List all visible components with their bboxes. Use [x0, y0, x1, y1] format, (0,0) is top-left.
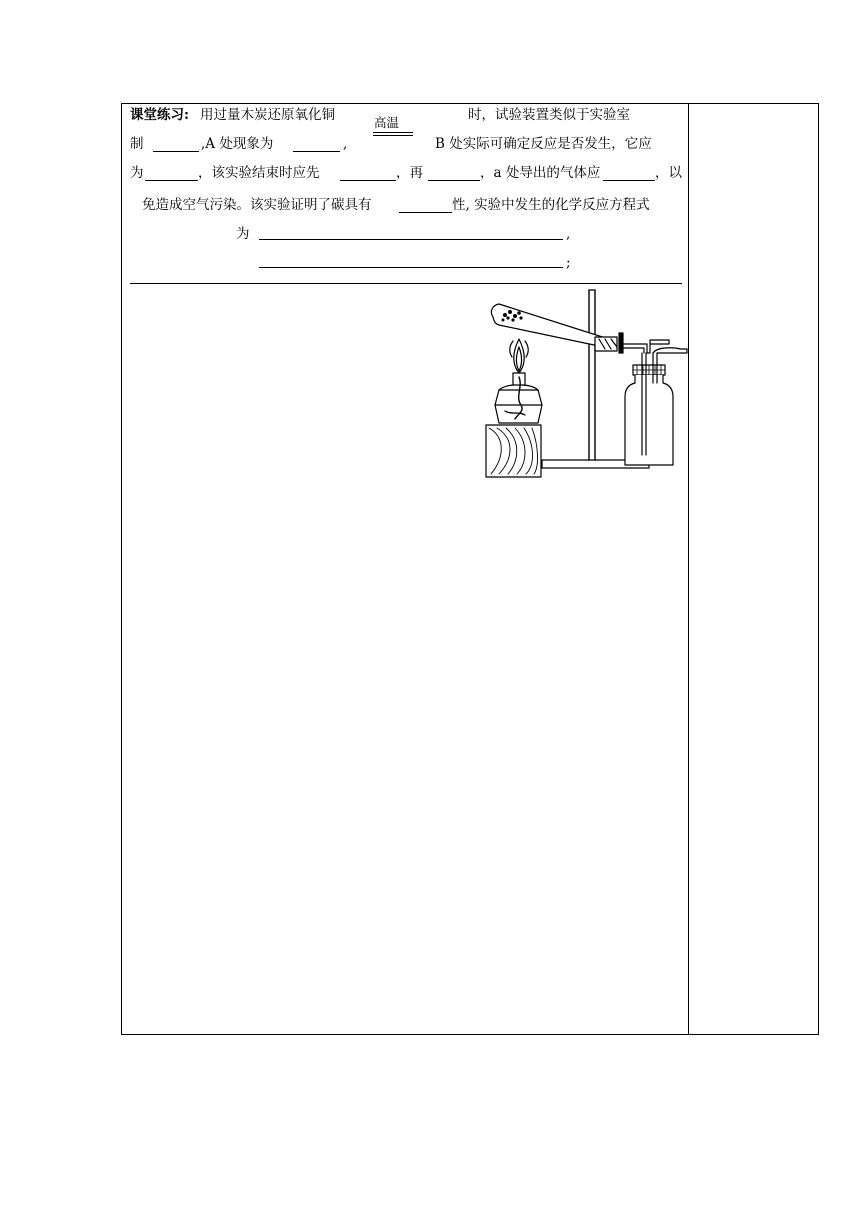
flame-lick-right: [525, 341, 528, 357]
exercise-text-line4a: 免造成空气污染。该实验证明了碳具有: [142, 197, 372, 213]
reaction-condition: 高温: [374, 115, 400, 130]
exercise-text-line3c: ，再: [396, 165, 423, 181]
exercise-text-line3b: ，该实验结束时应先: [198, 165, 320, 181]
condition-line-top: [373, 132, 413, 133]
exercise-text-line3e: ，以: [655, 165, 682, 181]
apparatus-illustration: [475, 287, 691, 579]
exercise-text-line3d: ，a 处导出的气体应: [480, 165, 601, 181]
answer-blank-3[interactable]: [145, 180, 198, 181]
delivery-tube-bottom: [621, 348, 644, 353]
exercise-text-line1b: 时，试验装置类似于实验室: [468, 107, 630, 123]
gas-washing-bottle: [625, 375, 673, 465]
exercise-label: 课堂练习:: [130, 107, 189, 123]
answer-blank-4[interactable]: [340, 180, 396, 181]
equation-blank-1[interactable]: [259, 239, 563, 240]
exercise-text-line2c: ,: [343, 136, 348, 152]
exercise-text-line2b: ,A 处现象为: [201, 136, 274, 152]
answer-blank-7[interactable]: [399, 212, 452, 213]
answer-blank-5[interactable]: [428, 180, 480, 181]
exercise-text-line2d: B 处实际可确定反应是否发生，它应: [435, 136, 652, 152]
exercise-text-line1a: 用过量木炭还原氧化铜: [200, 107, 335, 123]
lamp-flame: [514, 339, 525, 373]
worksheet-table: [121, 103, 819, 1035]
exercise-text-line5-end: ,: [566, 226, 571, 242]
flame-lick-left: [510, 341, 513, 357]
condition-line-bottom: [373, 135, 413, 136]
equation-blank-2[interactable]: [259, 267, 563, 268]
exercise-text-line2a: 制: [130, 136, 144, 152]
answer-blank-6[interactable]: [603, 180, 655, 181]
gas-outlet-a: [653, 348, 687, 353]
section-divider: [130, 283, 682, 284]
exercise-text-line6-end: ;: [566, 255, 571, 271]
gas-outlet-tube: [650, 340, 669, 344]
answer-blank-2[interactable]: [293, 151, 340, 152]
exercise-text-line4b: 性, 实验中发生的化学反应方程式: [452, 197, 650, 213]
exercise-text-line5a: 为: [236, 226, 250, 242]
answer-blank-1[interactable]: [153, 151, 199, 152]
exercise-text-line3a: 为: [130, 165, 144, 181]
